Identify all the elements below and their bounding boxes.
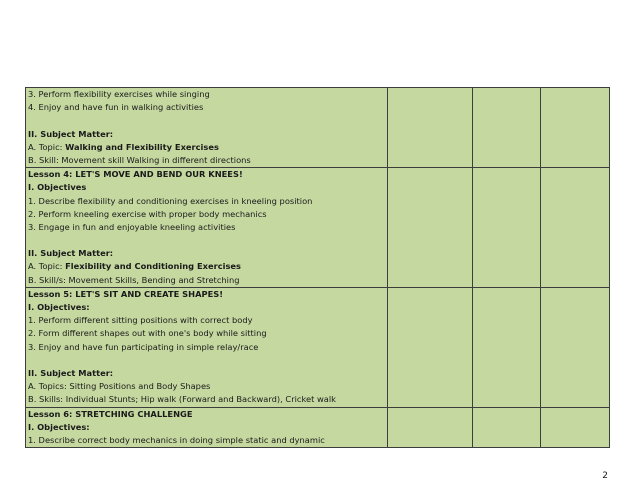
line-bold-text: Walking and Flexibility Exercises <box>65 141 219 152</box>
text-line <box>28 301 385 314</box>
line-text: 2. Perform kneeling exercise with proper body mechanics <box>28 208 267 219</box>
line-text: 1. Describe correct body mechanics in doing simple static and dynamic <box>28 434 325 445</box>
line-text: 1. Describe flexibility and conditioning exercises in kneeling position <box>28 195 313 206</box>
lesson-content-cell <box>26 88 388 168</box>
table-row <box>26 287 610 407</box>
empty-cell <box>388 168 473 288</box>
line-bold-text: I. Objectives: <box>28 302 90 312</box>
text-line <box>28 221 385 234</box>
lesson-plan-table <box>25 87 610 448</box>
text-line <box>28 88 385 101</box>
text-line <box>28 247 385 260</box>
table-row <box>26 88 610 168</box>
empty-cell <box>541 407 610 448</box>
empty-cell <box>541 287 610 407</box>
line-text: A. Topic: <box>28 261 66 272</box>
line-bold-text: Lesson 5: LET'S SIT AND CREATE SHAPES! <box>28 288 224 299</box>
text-line <box>28 208 385 221</box>
empty-cell <box>473 168 541 288</box>
line-text: 2. Form different shapes out with one's body while sitting <box>28 328 267 339</box>
line-text: 3. Enjoy and have fun participating in simple relay/race <box>28 341 259 352</box>
text-line <box>28 141 385 154</box>
text-line <box>28 393 385 406</box>
line-text: B. Skill: Movement skill Walking in different directions <box>28 154 251 165</box>
empty-cell <box>473 88 541 168</box>
empty-cell <box>541 168 610 288</box>
text-line <box>28 260 385 273</box>
text-line <box>28 128 385 141</box>
line-bold-text: II. Subject Matter: <box>28 248 114 259</box>
text-line <box>28 154 385 167</box>
text-line <box>28 168 385 181</box>
line-text: 4. Enjoy and have fun in walking activities <box>28 102 204 113</box>
text-line <box>28 367 385 380</box>
line-text: 3. Perform flexibility exercises while singing <box>28 89 210 99</box>
empty-cell <box>388 287 473 407</box>
line-bold-text: I. Objectives <box>28 182 87 193</box>
lesson-content-cell <box>26 287 388 407</box>
text-line <box>28 101 385 114</box>
line-text: A. Topics: Sitting Positions and Body Shapes <box>28 381 211 392</box>
text-line <box>28 408 385 421</box>
lesson-content-cell <box>26 168 388 288</box>
empty-cell <box>388 88 473 168</box>
page-number: 2 <box>602 471 608 481</box>
text-line <box>28 341 385 354</box>
line-bold-text: Flexibility and Conditioning Exercises <box>65 261 241 272</box>
text-line <box>28 327 385 340</box>
table-row <box>26 168 610 288</box>
line-bold-text: Lesson 6: STRETCHING CHALLENGE <box>28 408 193 419</box>
line-text: B. Skills: Individual Stunts; Hip walk (Forward and Backward), Cricket walk <box>28 394 336 405</box>
text-line <box>28 274 385 287</box>
blank-line <box>28 234 385 247</box>
line-text: B. Skill/s: Movement Skills, Bending and Stretching <box>28 274 240 285</box>
text-line <box>28 314 385 327</box>
line-bold-text: I. Objectives: <box>28 421 90 432</box>
blank-line <box>28 114 385 127</box>
text-line <box>28 421 385 434</box>
empty-cell <box>388 407 473 448</box>
empty-cell <box>473 287 541 407</box>
line-bold-text: Lesson 4: LET'S MOVE AND BEND OUR KNEES! <box>28 169 243 180</box>
table-body <box>26 88 610 448</box>
line-bold-text: II. Subject Matter: <box>28 367 114 378</box>
blank-line <box>28 354 385 367</box>
line-text: A. Topic: <box>28 141 66 152</box>
text-line <box>28 195 385 208</box>
line-text: 1. Perform different sitting positions with correct body <box>28 315 253 326</box>
line-text: 3. Engage in fun and enjoyable kneeling activities <box>28 221 236 232</box>
lesson-content-cell <box>26 407 388 448</box>
text-line <box>28 434 385 447</box>
text-line <box>28 181 385 194</box>
empty-cell <box>473 407 541 448</box>
table-row <box>26 407 610 448</box>
empty-cell <box>541 88 610 168</box>
text-line <box>28 288 385 301</box>
line-bold-text: II. Subject Matter: <box>28 128 114 139</box>
text-line <box>28 380 385 393</box>
